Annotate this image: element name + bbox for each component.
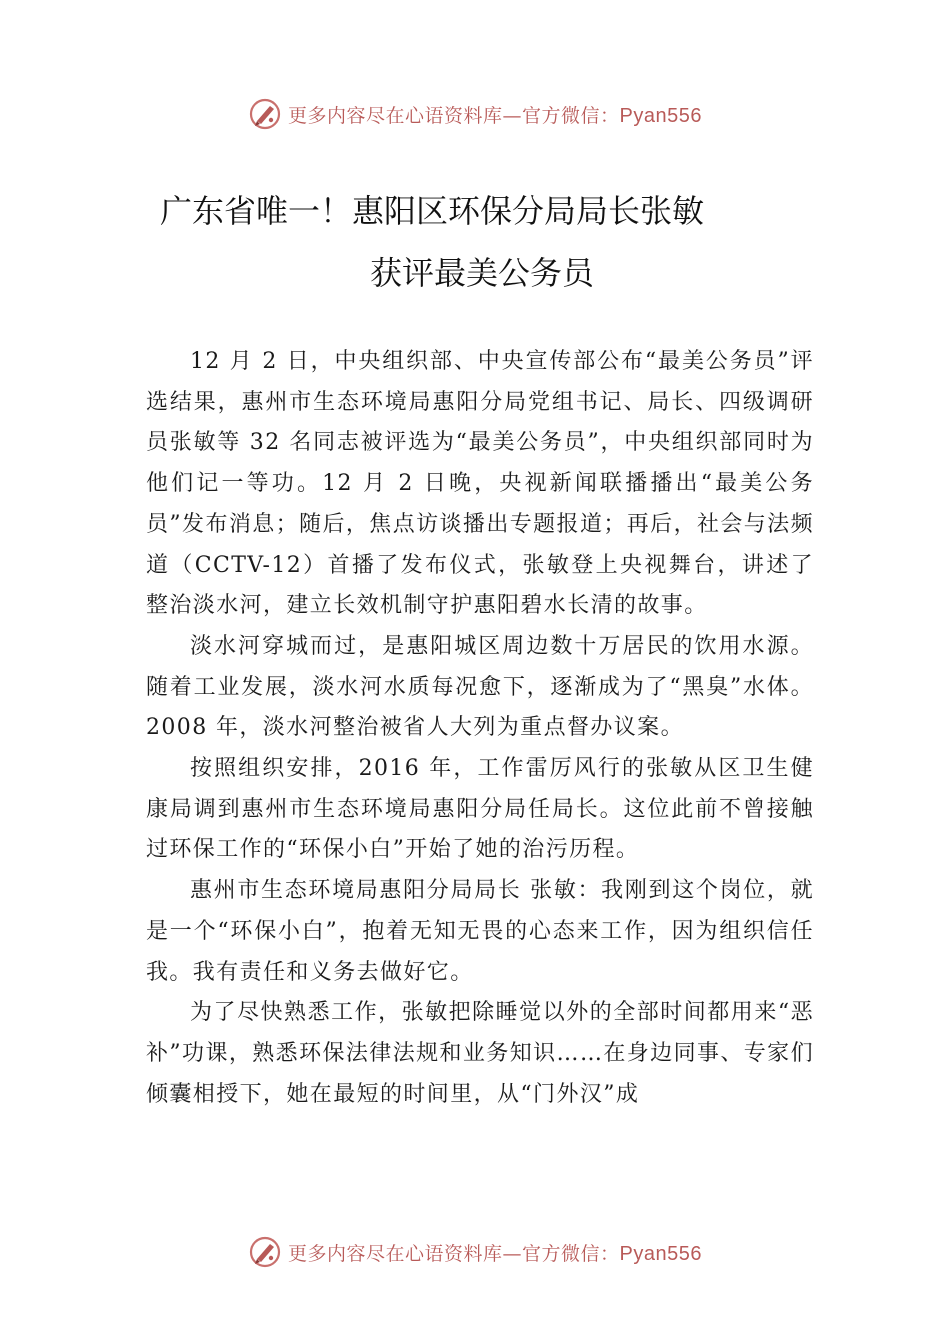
header-banner bbox=[0, 94, 950, 134]
article-title-line1: 广东省唯一！惠阳区环保分局局长张敏 bbox=[160, 192, 705, 230]
paragraph: 淡水河穿城而过，是惠阳城区周边数十万居民的饮用水源。随着工业发展，淡水河水质每况愈下，逐渐成为了“黑臭”水体。2008 年，淡水河整治被省人大列为重点督办议案。 bbox=[146, 633, 814, 741]
footer-banner-text: 更多内容尽在心语资料库—官方微信：Pyan556 bbox=[288, 1242, 702, 1265]
header-banner-text: 更多内容尽在心语资料库—官方微信：Pyan556 bbox=[288, 104, 702, 127]
article-title-line2: 获评最美公务员 bbox=[370, 254, 595, 292]
paragraph: 惠州市生态环境局惠阳分局局长 张敏：我刚到这个岗位，就是一个“环保小白”，抱着无知无畏的心态来工作，因为组织信任我。我有责任和义务去做好它。 bbox=[146, 878, 814, 985]
header-wechat-id: Pyan556 bbox=[619, 104, 702, 127]
pen-nib-logo-icon bbox=[248, 97, 282, 131]
footer-banner bbox=[0, 1232, 950, 1272]
paragraph: 按照组织安排，2016 年，工作雷厉风行的张敏从区卫生健康局调到惠州市生态环境局惠阳分局任局长。这位此前不曾接触过环保工作的“环保小白”开始了她的治污历程。 bbox=[146, 756, 814, 863]
footer-wechat-id: Pyan556 bbox=[619, 1242, 702, 1265]
paragraph: 为了尽快熟悉工作，张敏把除睡觉以外的全部时间都用来“恶补”功课，熟悉环保法律法规和业务知识……在身边同事、专家们倾囊相授下，她在最短的时间里，从“门外汉”成 bbox=[146, 1000, 814, 1107]
paragraph: 12 月 2 日，中央组织部、中央宣传部公布“最美公务员”评选结果，惠州市生态环境局惠阳分局党组书记、局长、四级调研员张敏等 32 名同志被评选为“最美公务员”，中央组织部同时为他们记一等功。12 月 2 日晚，央视新闻联播播出“最美公务员”发布消息；随后，焦点访谈播出专题报道；再后，社会与法频道（CCTV-12）首播了发布仪式，张敏登上央视舞台，讲述了整治淡水河，建立长效机制守护惠阳碧水长清的故事。 bbox=[146, 349, 814, 619]
article-body bbox=[146, 342, 814, 1115]
pen-nib-logo-icon bbox=[248, 1235, 282, 1269]
